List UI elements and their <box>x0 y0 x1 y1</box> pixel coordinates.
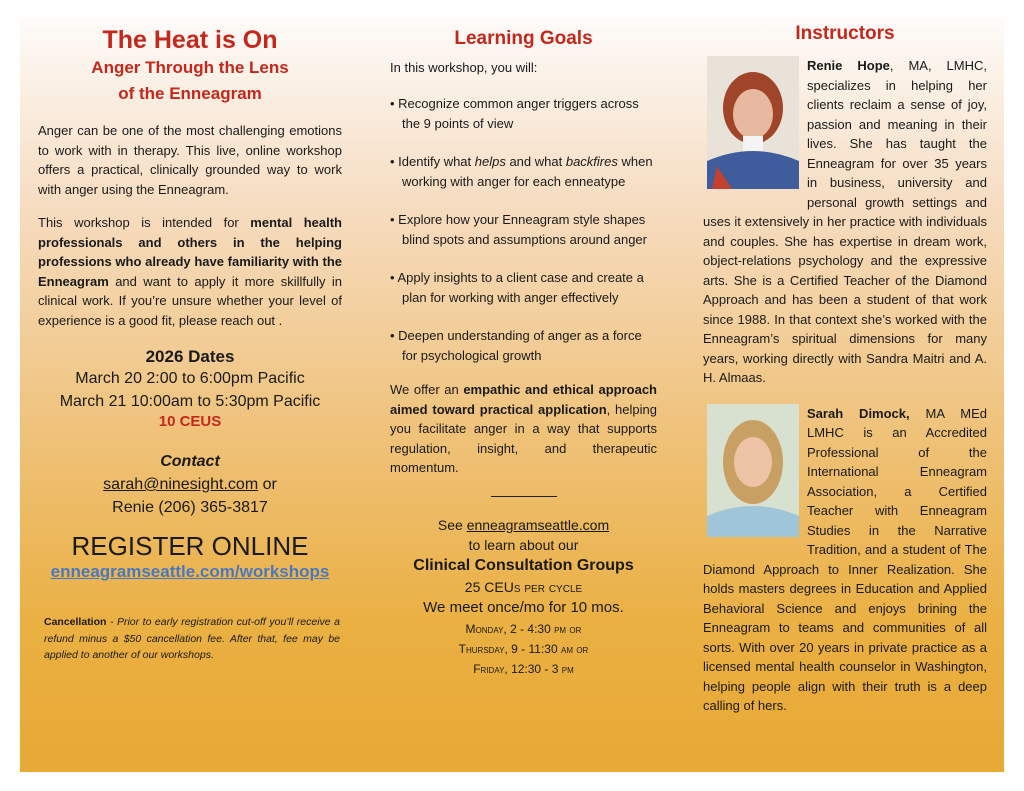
time-1: Monday, 2 - 4:30 pm or <box>465 621 582 636</box>
date-2: March 21 10:00am to 5:30pm Pacific <box>59 393 321 410</box>
renie-photo <box>707 56 799 189</box>
contact-block <box>38 450 342 519</box>
ceus: 10 CEUS <box>158 413 222 430</box>
workshop-subtitle: Anger Through the Lens <box>91 58 289 77</box>
meet-text: We meet once/mo for 10 mos. <box>423 598 624 616</box>
audience-paragraph <box>38 213 342 330</box>
list-item: • Apply insights to a client case and create a plan for working with anger effectively <box>390 270 644 305</box>
list-item: • Recognize common anger triggers across the 9 points of view <box>390 96 639 131</box>
register-link[interactable]: enneagramseattle.com/workshops <box>50 562 330 581</box>
contact-heading: Contact <box>160 453 220 470</box>
text: • Identify what <box>390 154 475 169</box>
text: Cancellation <box>44 616 107 628</box>
learning-goals-title: Learning Goals <box>454 28 593 49</box>
learn-text: to learn about our <box>468 536 579 553</box>
site-link[interactable]: enneagramseattle.com <box>466 516 610 533</box>
right-column <box>703 18 987 716</box>
audience-bold: mental health professionals and others in the helping professions who already have familiarity with the Enneagram <box>38 215 342 289</box>
sarah-photo <box>707 404 799 537</box>
sarah-name: Sarah Dimock, <box>807 405 910 421</box>
register-heading: REGISTER ONLINE <box>71 531 309 561</box>
renie-name: Renie Hope <box>807 58 890 73</box>
text: See <box>437 516 467 533</box>
text: MA MEd LMHC is an Accredited Professional of the International Enneagram Association, a Certified Teacher with Enneagram Studies in the Narrative Tradition, and a student of The Diamond Approach to Inner Realization. She holds masters degrees in Education and Applied Behavioral Science and enjoys brining the Enneagram to teams and communities of all sorts. With over 20 years in private practice as a licensed mental health counselor in Washington, helping people align with their truth is a deep calling of hers. <box>703 405 987 713</box>
divider <box>491 496 557 497</box>
text: and want to apply it more skillfully in clinical work. If you’re unsure whether your level of experience is a good fit, please reach out . <box>38 273 342 328</box>
list-item <box>390 152 657 191</box>
dates-block <box>38 347 342 430</box>
text: backfires <box>565 154 618 169</box>
text: This workshop is intended for <box>38 215 251 230</box>
goals-intro: In this workshop, you will: <box>390 60 538 75</box>
text: - Prior to early registration cut-off you’ll receive a refund minus a $50 cancellation fee. After that, fee may be applied to another of our workshops. <box>44 616 340 661</box>
group-ceus: 25 CEUs per cycle <box>464 578 583 595</box>
sarah-bio <box>703 404 987 716</box>
cancellation-policy <box>38 614 342 664</box>
time-3: Friday, 12:30 - 3 pm <box>473 661 574 676</box>
list-item: • Deepen understanding of anger as a force for psychological growth <box>390 328 642 363</box>
text: helps <box>474 154 506 169</box>
consultation-block <box>390 515 657 679</box>
text: empathic and ethical approach aimed toward practical application <box>390 382 657 417</box>
brochure-page <box>20 18 1004 772</box>
renie-bio <box>703 56 987 388</box>
contact-email-link[interactable]: sarah@ninesight.com <box>103 476 259 493</box>
contact-phone: Renie (206) 365-3817 <box>112 499 268 516</box>
date-1: March 20 2:00 to 6:00pm Pacific <box>75 370 305 387</box>
workshop-title: The Heat is On <box>102 26 278 54</box>
groups-heading: Clinical Consultation Groups <box>413 556 634 574</box>
middle-column <box>390 18 657 679</box>
intro-paragraph: Anger can be one of the most challenging emotions to work with in therapy. This live, online workshop offers a practical, clinically grounded way to work with anger using the Enneagram. <box>38 123 342 197</box>
time-2: Thursday, 9 - 11:30 am or <box>458 641 589 656</box>
dates-heading: 2026 Dates <box>145 347 235 366</box>
text: , MA, LMHC, specializes in helping her clients reclaim a sense of joy, passion and meaning in their lives. She has taught the Enneagram for over 35 years in business, university and personal growth settings and uses it extensively in her practice with individuals and couples. She has expertise in dream work, object-relations psychology and the expressive arts. She is a Certified Teacher of the Diamond Approach and has been a student of that work since 1988. In that context she’s worked with the Enneagram’s spiritual dimensions for many years, working directly with Sandra Maitri and A. H. Almaas. <box>703 58 987 385</box>
workshop-subtitle-2: of the Enneagram <box>118 84 262 103</box>
instructors-title: Instructors <box>795 23 895 44</box>
text: , helping you facilitate anger in a way that supports regulation, insight, and therapeutic momentum. <box>390 401 657 475</box>
approach-paragraph <box>390 380 657 478</box>
text: or <box>258 476 277 493</box>
text: when working with anger for each enneatype <box>402 154 653 189</box>
text: and what <box>505 154 566 169</box>
left-column <box>38 18 342 664</box>
list-item: • Explore how your Enneagram style shapes blind spots and assumptions around anger <box>390 212 647 247</box>
text: We offer an <box>390 382 464 397</box>
goals-list <box>390 94 657 365</box>
